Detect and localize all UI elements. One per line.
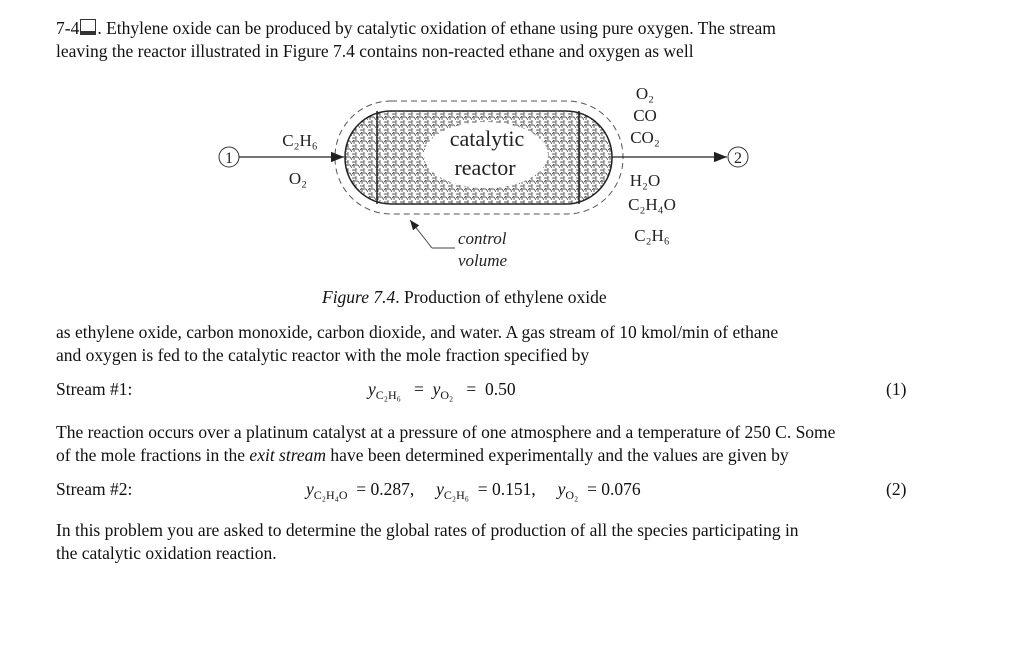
paragraph-line: and oxygen is fed to the catalytic reactor with the mole fraction specified by [56, 345, 590, 365]
caption-text: . Production of ethylene oxide [395, 287, 607, 307]
outlet-species: O₂ [635, 84, 655, 103]
var-sub: C₂H₄O [313, 488, 348, 502]
inlet-species: C₂H₆ [282, 131, 318, 150]
value: 0.151 [491, 479, 532, 499]
stream1-equation: $y_{C_2H_6} = y_{O_2} = 0.50$ [368, 379, 516, 402]
control-volume-label: control [458, 229, 507, 248]
paragraph-line: as ethylene oxide, carbon monoxide, carbon dioxide, and water. A gas stream of 10 kmol/min of ethane [56, 322, 779, 342]
control-volume-label: volume [458, 251, 508, 270]
var-sub: O₂ [440, 388, 454, 402]
paragraph-line: In this problem you are asked to determine the global rates of production of all the species participating in [56, 520, 799, 540]
outlet-node-label: 2 [734, 150, 742, 167]
outlet-species: CO₂ [630, 128, 660, 147]
paragraph-line [56, 445, 789, 465]
emphasis: exit stream [249, 445, 327, 465]
value: 0.50 [484, 379, 516, 399]
var-sub: O₂ [565, 488, 579, 502]
outlet-species: C₂H₆ [634, 226, 670, 245]
caption-label: Figure 7.4 [322, 287, 396, 307]
paragraph-line: The reaction occurs over a platinum catalyst at a pressure of one atmosphere and a temperature of 250 C. Some [56, 422, 836, 442]
problem-intro-line2: leaving the reactor illustrated in Figure 7.4 contains non-reacted ethane and oxygen as well [56, 41, 694, 61]
value: 0.287 [370, 479, 410, 499]
var-sub: C₂H₆ [443, 488, 469, 502]
figure-caption [322, 287, 607, 307]
var-sub: C₂H₆ [375, 388, 401, 402]
outlet-species: C₂H₄O [628, 195, 676, 214]
figure-7-4-diagram [0, 0, 1024, 290]
outlet-species: H₂O [629, 171, 661, 190]
equation-number: (2) [886, 479, 907, 499]
inlet-species: O₂ [288, 169, 308, 188]
control-volume-leader [410, 220, 432, 248]
stream2-label: Stream #2: [56, 479, 133, 499]
paragraph-line: the catalytic oxidation reaction. [56, 543, 277, 563]
inlet-node-label: 1 [225, 150, 233, 167]
stream1-label: Stream #1: [56, 379, 133, 399]
reactor-label: reactor [454, 155, 516, 180]
problem-number: 7-4 [56, 18, 80, 38]
text: have been determined experimentally and the values are given by [326, 445, 789, 465]
text: of the mole fractions in the [56, 445, 250, 465]
stream2-equation: $y_{C_2H_4O} = 0.287$, $y_{C_2H_6} = 0.151$, $y_{O_2} = 0.076$ [306, 479, 641, 502]
outlet-species: CO [633, 106, 657, 125]
intro-text: . Ethylene oxide can be produced by catalytic oxidation of ethane using pure oxygen. The stream [97, 18, 776, 38]
equation-number: (1) [886, 379, 907, 399]
value: 0.076 [601, 479, 641, 499]
reactor-label: catalytic [449, 126, 525, 151]
